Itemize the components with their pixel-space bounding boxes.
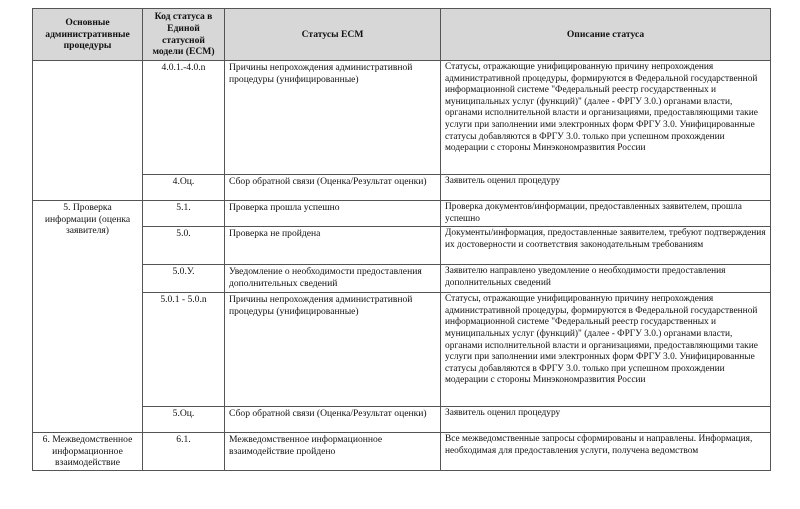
status-name: Проверка прошла успешно (225, 201, 441, 227)
table-row (33, 201, 771, 227)
status-name: Сбор обратной связи (Оценка/Результат оценки) (225, 407, 441, 433)
status-description: Заявитель оценил процедуру (441, 175, 771, 201)
table-row (33, 293, 771, 407)
status-code: 5.0. (143, 227, 225, 265)
status-code: 4.0.1.-4.0.n (143, 61, 225, 175)
status-name: Межведомственное информационное взаимодействие пройдено (225, 433, 441, 471)
status-description: Все межведомственные запросы сформированы и направлены. Информация, необходимая для предоставления услуги, получена ведомством (441, 433, 771, 471)
header-procedures: Основные административные процедуры (33, 9, 143, 61)
table-header (33, 9, 771, 61)
procedure-name: 6. Межведомственное информационное взаимодействие (33, 433, 143, 471)
status-description: Статусы, отражающие унифицированную причину непрохождения административной процедуры, формируются в Федеральной государственной информационной системе "Федеральный реестр государственных и муниципальных услуг (функций)" (далее - ФРГУ 3.0.) органами власти, органами исполнительной власти и организациями, предоставляющими такие услуги при заполнении ими электронных форм ФРГУ 3.0. Унифицированные статусы добавляются в ФРГУ 3.0. только при успешном прохождении модерации с стороны Минэкономразвития России (441, 61, 771, 175)
status-name: Сбор обратной связи (Оценка/Результат оценки) (225, 175, 441, 201)
table-row (33, 61, 771, 175)
table-row (33, 175, 771, 201)
status-description: Проверка документов/информации, предоставленных заявителем, прошла успешно (441, 201, 771, 227)
table-row (33, 227, 771, 265)
status-code: 5.Оц. (143, 407, 225, 433)
status-name: Причины непрохождения административной процедуры (унифицированные) (225, 293, 441, 407)
table-row (33, 407, 771, 433)
status-model-table (32, 8, 771, 471)
status-description: Документы/информация, предоставленные заявителем, требуют подтверждения их достоверности и соответствия законодательным требованиям (441, 227, 771, 265)
status-name: Проверка не пройдена (225, 227, 441, 265)
status-name: Причины непрохождения административной процедуры (унифицированные) (225, 61, 441, 175)
header-status-code: Код статуса в Единой статусной модели (ЕСМ) (143, 9, 225, 61)
header-status-description: Описание статуса (441, 9, 771, 61)
table-body (33, 61, 771, 471)
table-row (33, 433, 771, 471)
table-row (33, 265, 771, 293)
status-name: Уведомление о необходимости предоставления дополнительных сведений (225, 265, 441, 293)
header-ecm-statuses: Статусы ЕСМ (225, 9, 441, 61)
status-description: Заявителю направлено уведомление о необходимости предоставления дополнительных сведений (441, 265, 771, 293)
procedure-name: 5. Проверка информации (оценка заявителя) (33, 201, 143, 433)
status-code: 6.1. (143, 433, 225, 471)
status-code: 5.0.У. (143, 265, 225, 293)
status-code: 5.0.1 - 5.0.n (143, 293, 225, 407)
status-description: Статусы, отражающие унифицированную причину непрохождения административной процедуры, формируются в Федеральной государственной информационной системе "Федеральный реестр государственных и муниципальных услуг (функций)" (далее - ФРГУ 3.0.) органами власти, органами исполнительной власти и организациями, предоставляющими такие услуги при заполнении ими электронных форм ФРГУ 3.0. Унифицированные статусы добавляются в ФРГУ 3.0. только при успешном прохождении модерации с стороны Минэкономразвития России (441, 293, 771, 407)
status-code: 5.1. (143, 201, 225, 227)
status-code: 4.Оц. (143, 175, 225, 201)
status-description: Заявитель оценил процедуру (441, 407, 771, 433)
procedure-cell-empty (33, 61, 143, 201)
